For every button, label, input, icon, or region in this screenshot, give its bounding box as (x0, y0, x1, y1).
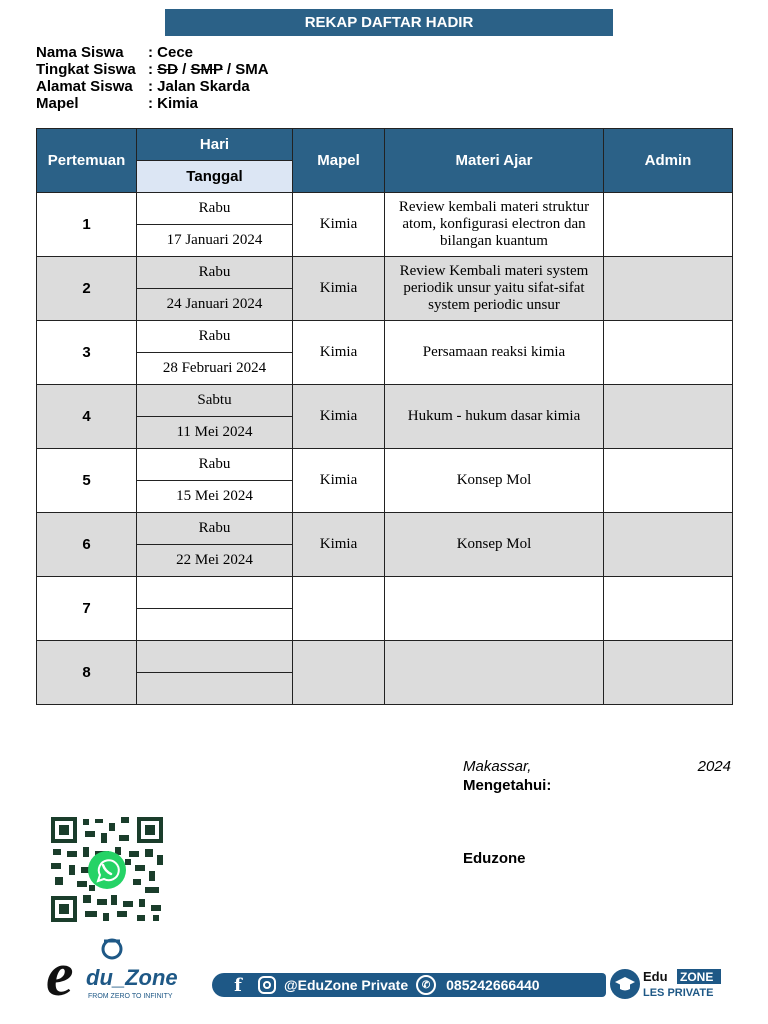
student-subject-row (36, 95, 269, 112)
level-sd-struck: SD (157, 61, 179, 78)
student-subject-label: Mapel (36, 95, 79, 112)
admin-cell (604, 321, 733, 385)
day-cell (137, 577, 293, 609)
material-cell: Review kembali materi struktur atom, konfigurasi electron dan bilangan kuantum (385, 193, 604, 257)
day-cell: Rabu (137, 321, 293, 353)
eduzone-les-private-brand (609, 966, 725, 1002)
footer-contact-bar (212, 973, 606, 997)
student-address-value: : Jalan Skarda (148, 78, 250, 95)
table-row (37, 385, 733, 417)
date-cell: 24 Januari 2024 (137, 289, 293, 321)
material-cell: Konsep Mol (385, 513, 604, 577)
subject-cell: Kimia (293, 257, 385, 321)
subject-cell (293, 577, 385, 641)
date-cell: 11 Mei 2024 (137, 417, 293, 449)
student-info (36, 44, 269, 112)
logo-tagline: FROM ZERO TO INFINITY (88, 993, 173, 1000)
signature-place-date (463, 758, 731, 775)
material-cell (385, 641, 604, 705)
material-cell: Hukum - hukum dasar kimia (385, 385, 604, 449)
date-cell: 15 Mei 2024 (137, 481, 293, 513)
date-cell (137, 673, 293, 705)
subject-cell: Kimia (293, 449, 385, 513)
subject-cell: Kimia (293, 385, 385, 449)
admin-cell (604, 577, 733, 641)
header-materi: Materi Ajar (385, 129, 604, 193)
facebook-icon: f (234, 974, 242, 996)
student-level-row (36, 61, 269, 78)
admin-cell (604, 513, 733, 577)
attendance-table (36, 128, 733, 705)
signature-place: Makassar, (463, 758, 532, 775)
student-name-row (36, 44, 269, 61)
logo-wordmark: du_Zone (86, 965, 178, 990)
student-level-label: Tingkat Siswa (36, 61, 136, 78)
table-row (37, 321, 733, 353)
date-cell: 22 Mei 2024 (137, 545, 293, 577)
date-cell (137, 609, 293, 641)
student-address-label: Alamat Siswa (36, 78, 133, 95)
svg-text:e: e (46, 941, 74, 1003)
meeting-number: 4 (37, 385, 137, 449)
subject-cell: Kimia (293, 513, 385, 577)
table-row (37, 257, 733, 289)
day-cell: Rabu (137, 193, 293, 225)
material-cell (385, 577, 604, 641)
whatsapp-footer-icon: ✆ (416, 975, 436, 995)
subject-cell (293, 641, 385, 705)
student-address-row (36, 78, 269, 95)
table-row (37, 577, 733, 609)
table-row (37, 641, 733, 673)
signature-name: Eduzone (463, 850, 526, 867)
student-name-label: Nama Siswa (36, 44, 124, 61)
subject-cell: Kimia (293, 193, 385, 257)
header-hari: Hari (137, 129, 293, 161)
brand-edu: Edu (643, 969, 668, 984)
meeting-number: 7 (37, 577, 137, 641)
student-level-value: : SD / SMP / SMA (148, 61, 269, 78)
table-row (37, 449, 733, 481)
subject-cell: Kimia (293, 321, 385, 385)
admin-cell (604, 449, 733, 513)
day-cell (137, 641, 293, 673)
day-cell: Rabu (137, 449, 293, 481)
meeting-number: 2 (37, 257, 137, 321)
brand-zone: ZONE (680, 970, 714, 984)
admin-cell (604, 193, 733, 257)
instagram-icon (258, 976, 276, 994)
date-cell: 28 Februari 2024 (137, 353, 293, 385)
header-pertemuan: Pertemuan (37, 129, 137, 193)
meeting-number: 1 (37, 193, 137, 257)
material-cell: Persamaan reaksi kimia (385, 321, 604, 385)
header-mapel: Mapel (293, 129, 385, 193)
meeting-number: 3 (37, 321, 137, 385)
table-row (37, 193, 733, 225)
header-tanggal: Tanggal (137, 161, 293, 193)
social-handle: @EduZone Private (284, 977, 409, 993)
phone-number: 085242666440 (446, 977, 540, 993)
signature-year: 2024 (697, 758, 731, 775)
material-cell: Review Kembali materi system periodik unsur yaitu sifat-sifat system periodic unsur (385, 257, 604, 321)
brand-les-private: LES PRIVATE (643, 987, 714, 999)
day-cell: Rabu (137, 513, 293, 545)
level-smp-struck: SMP (190, 61, 223, 78)
admin-cell (604, 641, 733, 705)
material-cell: Konsep Mol (385, 449, 604, 513)
table-row (37, 513, 733, 545)
meeting-number: 6 (37, 513, 137, 577)
date-cell: 17 Januari 2024 (137, 225, 293, 257)
document-title: REKAP DAFTAR HADIR (165, 9, 613, 36)
meeting-number: 8 (37, 641, 137, 705)
admin-cell (604, 257, 733, 321)
qr-code (49, 815, 165, 924)
admin-cell (604, 385, 733, 449)
student-name-value: : Cece (148, 44, 194, 61)
day-cell: Sabtu (137, 385, 293, 417)
header-admin: Admin (604, 129, 733, 193)
day-cell: Rabu (137, 257, 293, 289)
student-subject-value: : Kimia (148, 95, 199, 112)
meeting-number: 5 (37, 449, 137, 513)
signature-acknowledge: Mengetahui: (463, 777, 552, 794)
eduzone-logo (46, 937, 186, 1003)
